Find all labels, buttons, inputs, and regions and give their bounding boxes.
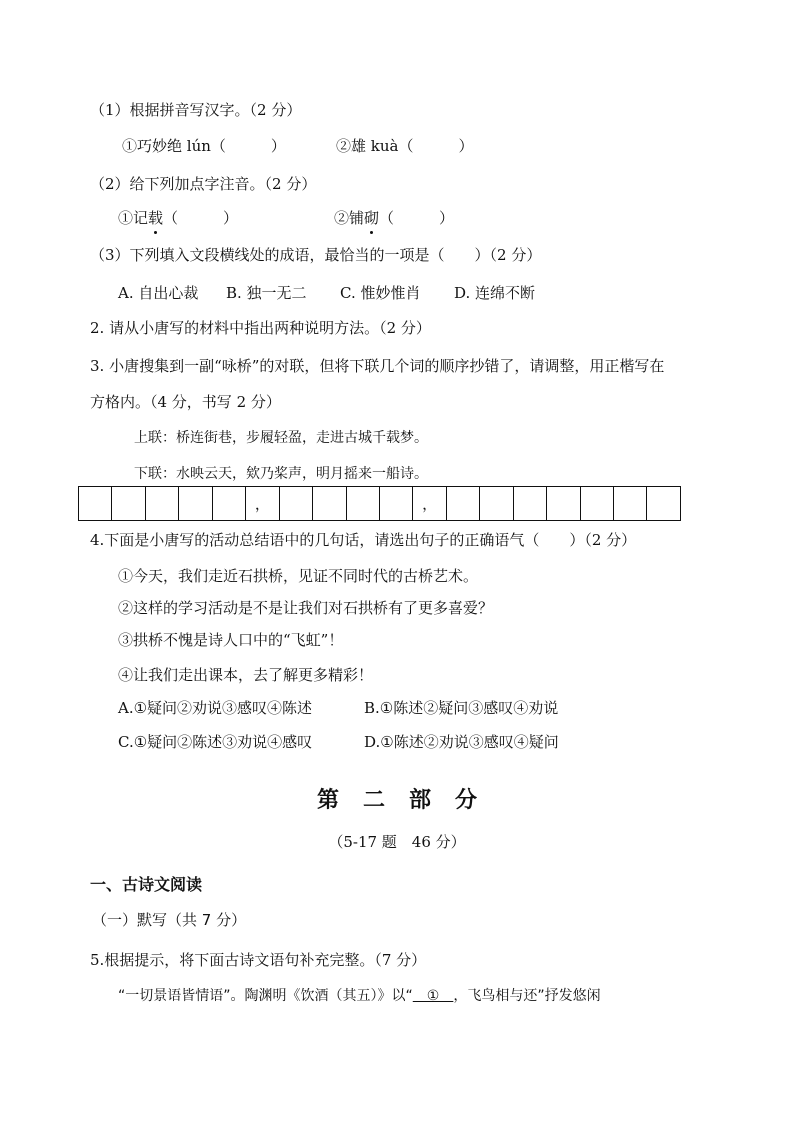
q5-text: 5.根据提示，将下面古诗文语句补充完整。（7 分） <box>90 951 427 969</box>
grid-cell[interactable] <box>614 487 647 520</box>
answer-grid[interactable] <box>78 486 681 521</box>
grid-cell-comma[interactable]: ， <box>246 487 279 520</box>
grid-cell[interactable] <box>112 487 145 520</box>
q1-sub2-b-post: （ ） <box>379 209 455 227</box>
answer-blank[interactable]: ① <box>412 988 454 1004</box>
q1-option-a: A. 自出心裁 <box>118 284 199 302</box>
grid-cell[interactable] <box>547 487 580 520</box>
grid-cell[interactable] <box>213 487 246 520</box>
grid-cell[interactable] <box>179 487 212 520</box>
dotted-char: 载 <box>148 209 164 227</box>
q1-sub2-a-pre: ①记 <box>118 209 149 227</box>
subsection-heading: （一）默写（共 7 分） <box>92 911 247 929</box>
q4-option-d: D.①陈述②劝说③感叹④疑问 <box>364 733 559 751</box>
q4-option-c: C.①疑问②陈述③劝说④感叹 <box>118 733 313 751</box>
section-heading: 一、古诗文阅读 <box>90 875 203 894</box>
q1-sub3: （3）下列填入文段横线处的成语，最恰当的一项是（ ）（2 分） <box>90 246 542 264</box>
q1-sub2-a-post: （ ） <box>163 209 239 227</box>
q3-text-1: 3. 小唐搜集到一副“咏桥”的对联，但将下联几个词的顺序抄错了，请调整，用正楷写在 <box>90 357 665 375</box>
q4-sentence-2: ②这样的学习活动是不是让我们对石拱桥有了更多喜爱？ <box>118 599 494 617</box>
q4-sentence-4: ④让我们走出课本，去了解更多精彩！ <box>118 666 374 684</box>
q1-sub2: （2）给下列加点字注音。（2 分） <box>90 175 317 193</box>
q5-body-post: ，飞鸟相与还”抒发悠闲 <box>453 988 601 1004</box>
part-two-title: 第二部分 <box>316 788 501 813</box>
grid-cell[interactable] <box>280 487 313 520</box>
q1-option-b: B. 独一无二 <box>226 284 307 302</box>
q1-sub2-a <box>118 208 238 228</box>
grid-cell[interactable] <box>647 487 680 520</box>
grid-cell[interactable] <box>313 487 346 520</box>
grid-cell[interactable] <box>79 487 112 520</box>
q5-body <box>118 986 601 1006</box>
q1-option-c: C. 惟妙惟肖 <box>340 284 421 302</box>
q2-text: 2. 请从小唐写的材料中指出两种说明方法。（2 分） <box>90 319 431 337</box>
q3-text-2: 方格内。（4 分，书写 2 分） <box>90 393 281 411</box>
q1-sub1: （1）根据拼音写汉字。（2 分） <box>90 101 302 119</box>
couplet-upper: 上联：桥连街巷，步履轻盈，走进古城千载梦。 <box>134 430 428 446</box>
grid-cell[interactable] <box>514 487 547 520</box>
q1-sub1-b: ②雄 kuà（ ） <box>336 137 474 155</box>
part-two-subtitle: （5-17 题 46 分） <box>328 833 466 851</box>
q1-sub2-b-pre: ②铺 <box>334 209 365 227</box>
q4-sentence-3: ③拱桥不愧是诗人口中的“飞虹”！ <box>118 631 344 649</box>
q4-sentence-1: ①今天，我们走近石拱桥，见证不同时代的古桥艺术。 <box>118 567 479 585</box>
grid-cell[interactable] <box>480 487 513 520</box>
q1-option-d: D. 连绵不断 <box>454 284 536 302</box>
q4-option-a: A.①疑问②劝说③感叹④陈述 <box>118 699 313 717</box>
q4-text: 4.下面是小唐写的活动总结语中的几句话，请选出句子的正确语气（ ）（2 分） <box>90 531 637 549</box>
q4-option-b: B.①陈述②疑问③感叹④劝说 <box>364 699 559 717</box>
grid-cell[interactable] <box>447 487 480 520</box>
q1-sub2-b <box>334 208 454 228</box>
couplet-lower: 下联：水映云天，欸乃桨声，明月摇来一船诗。 <box>134 466 428 482</box>
grid-cell[interactable] <box>146 487 179 520</box>
dotted-char: 砌 <box>364 209 380 227</box>
grid-cell[interactable] <box>380 487 413 520</box>
grid-cell-comma[interactable]: ， <box>413 487 446 520</box>
grid-cell[interactable] <box>347 487 380 520</box>
grid-cell[interactable] <box>581 487 614 520</box>
q1-sub1-a: ①巧妙绝 lún（ ） <box>122 137 286 155</box>
q5-body-pre: “一切景语皆情语”。陶渊明《饮酒（其五）》以“ <box>118 988 413 1004</box>
